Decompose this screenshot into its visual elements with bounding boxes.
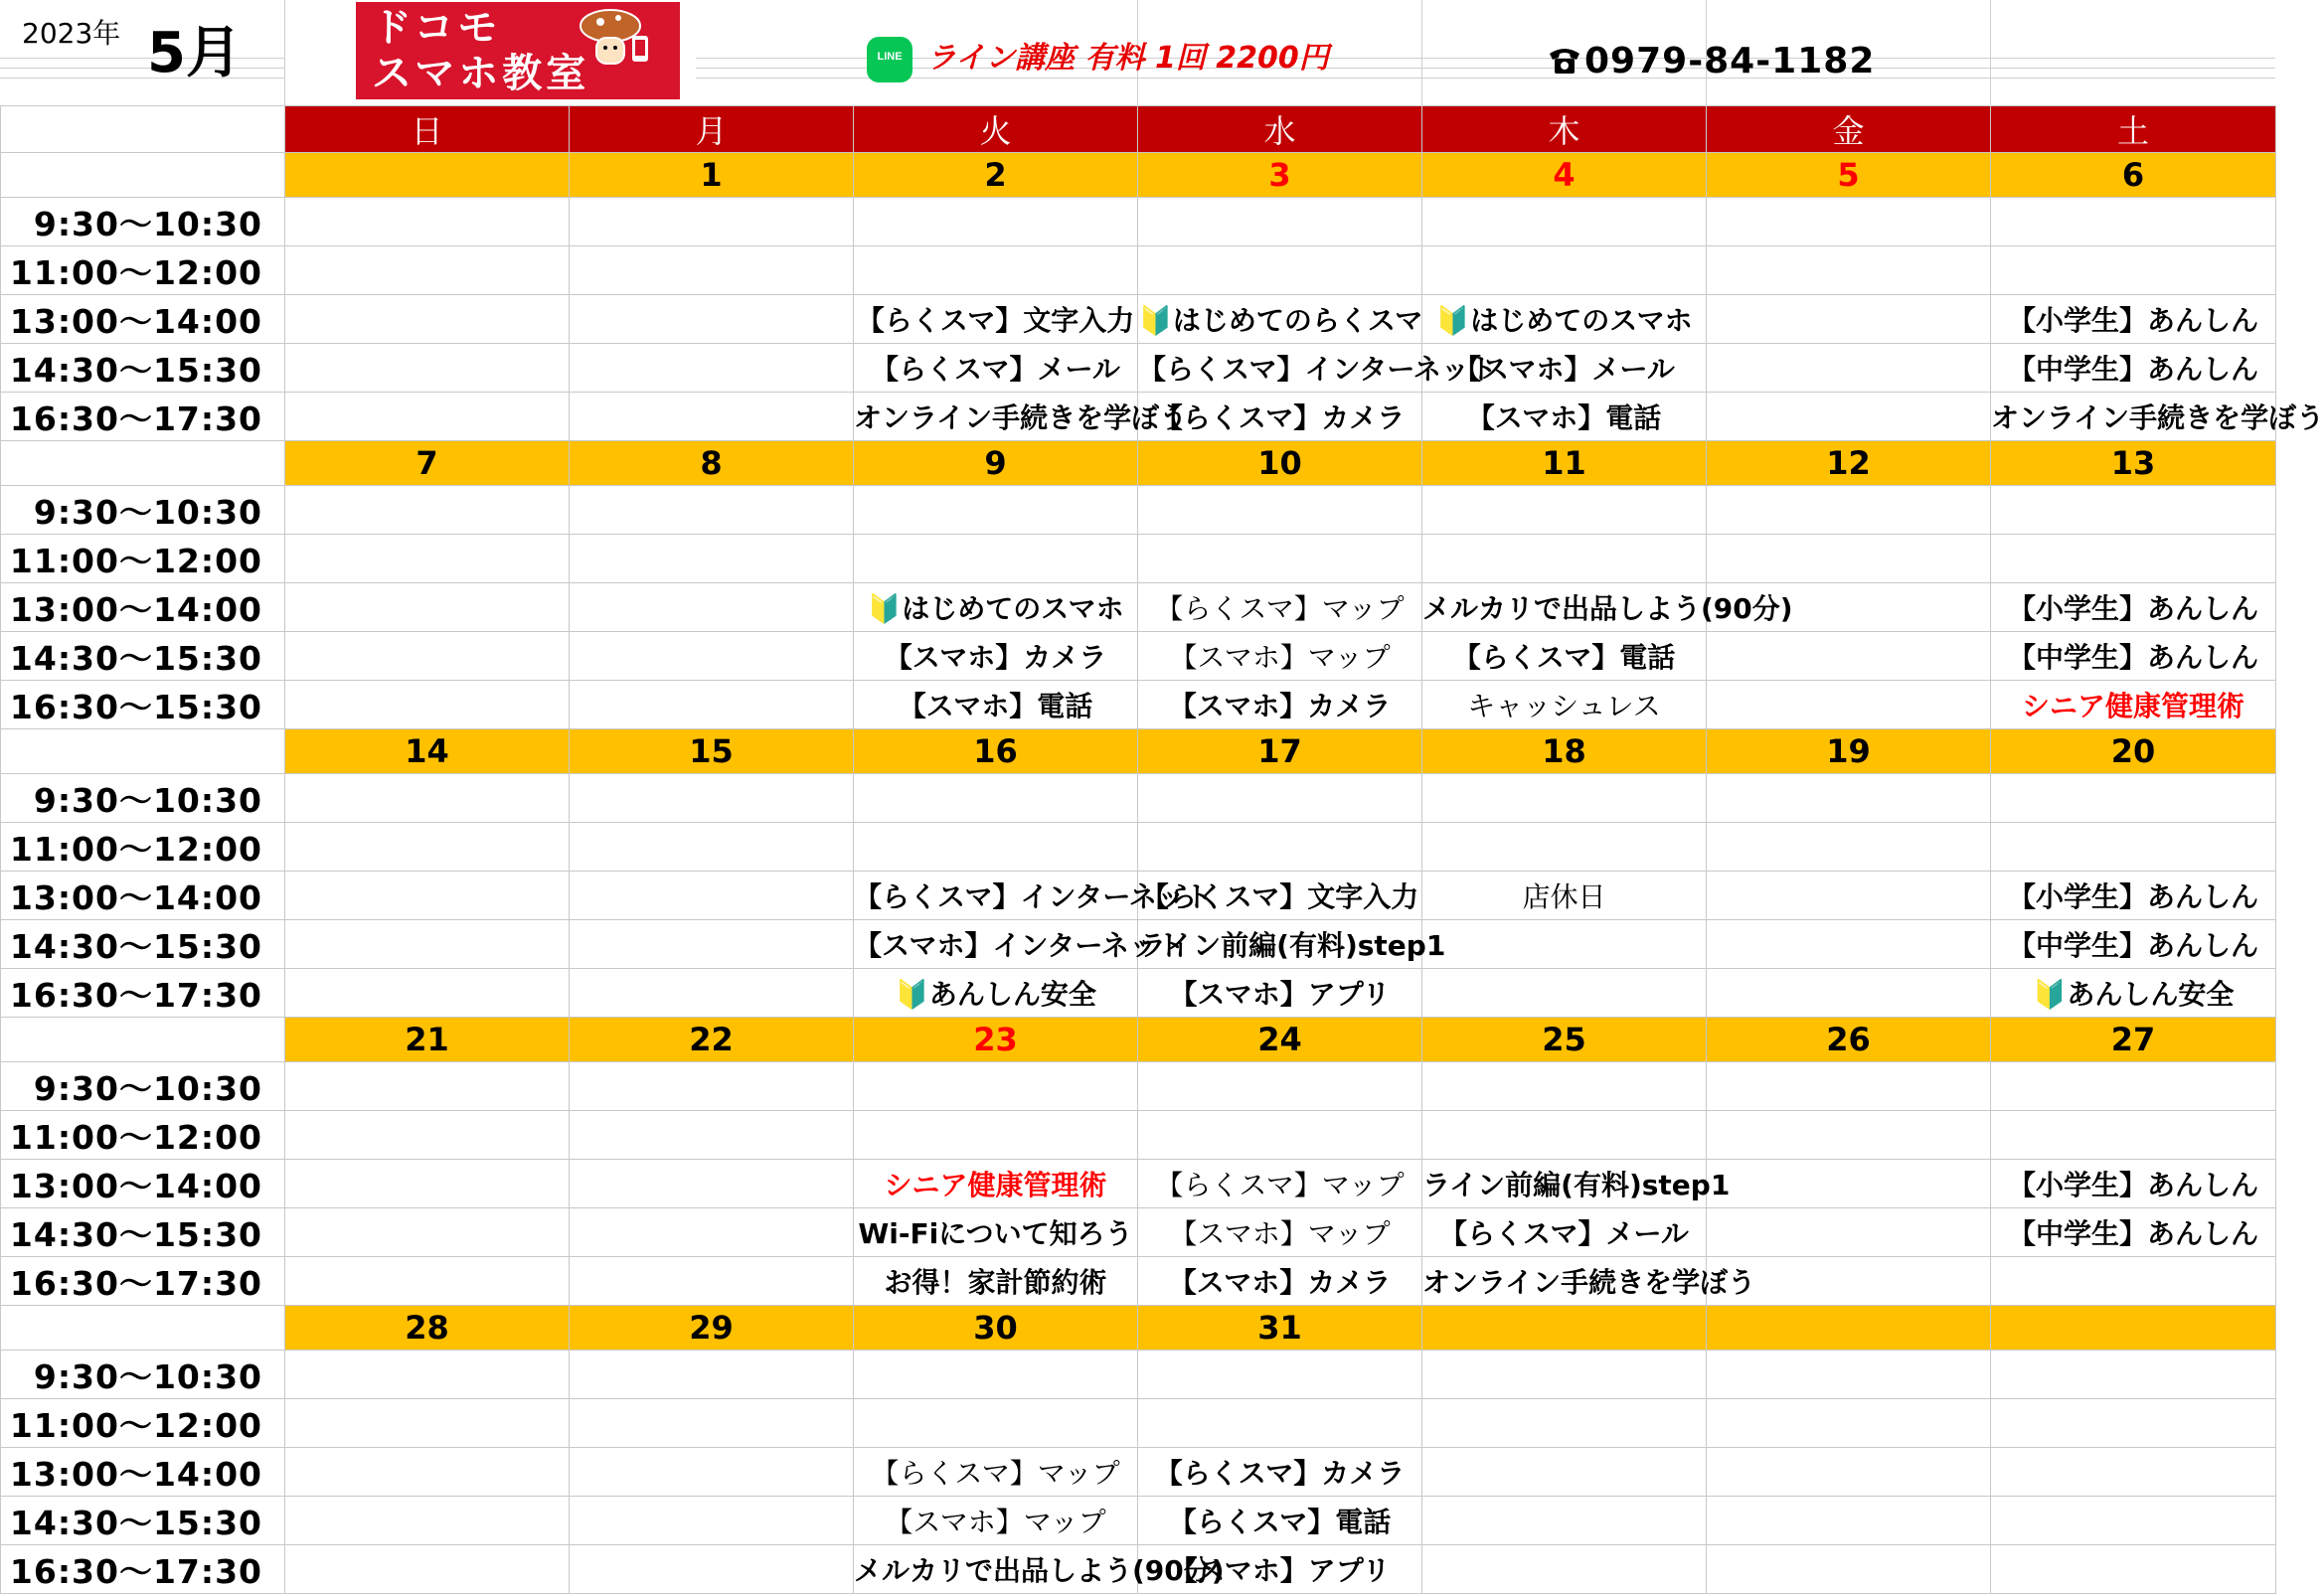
empty-slot-cell <box>285 198 570 246</box>
class-session-cell: 【らくスマ】インターネット <box>1138 344 1422 393</box>
class-session-cell: 【スマホ】カメラ <box>854 632 1138 681</box>
time-slot-label: 11:00〜12:00 <box>1 535 285 583</box>
empty-slot-cell <box>1991 1351 2276 1399</box>
time-slot-label: 9:30〜10:30 <box>1 1062 285 1111</box>
empty-slot-cell <box>570 969 854 1018</box>
class-session-cell: 【中学生】あんしん <box>1991 1208 2276 1257</box>
class-session-cell: 【らくスマ】メール <box>854 344 1138 393</box>
date-cell: 25 <box>1422 1018 1707 1062</box>
time-slot-row <box>1 583 2276 632</box>
empty-slot-cell <box>570 1448 854 1497</box>
empty-slot-cell <box>1707 632 1991 681</box>
calendar-header <box>0 0 2275 105</box>
weekday-header-cell: 火 <box>854 106 1138 153</box>
time-slot-label: 13:00〜14:00 <box>1 1448 285 1497</box>
date-cell: 17 <box>1138 729 1422 774</box>
empty-slot-cell <box>570 1545 854 1594</box>
weekday-header-cell: 木 <box>1422 106 1707 153</box>
empty-slot-cell <box>285 1545 570 1594</box>
empty-slot-cell <box>1707 1545 1991 1594</box>
empty-slot-cell <box>1422 1545 1707 1594</box>
empty-slot-cell <box>1991 486 2276 535</box>
empty-slot-cell <box>854 823 1138 872</box>
date-cell: 9 <box>854 441 1138 486</box>
class-session-cell: オンライン手続きを学ぼう <box>854 393 1138 441</box>
weekday-header-cell: 水 <box>1138 106 1422 153</box>
phone-icon <box>1547 44 1582 78</box>
empty-slot-cell <box>1707 823 1991 872</box>
class-session-cell: 【中学生】あんしん <box>1991 632 2276 681</box>
empty-slot-cell <box>1707 1062 1991 1111</box>
empty-slot-cell <box>570 1111 854 1160</box>
class-session-cell: 🔰はじめてのスマホ <box>1422 295 1707 344</box>
empty-slot-cell <box>285 1160 570 1208</box>
empty-slot-cell <box>1138 1351 1422 1399</box>
empty-slot-cell <box>285 583 570 632</box>
empty-slot-cell <box>285 774 570 823</box>
empty-slot-cell <box>1422 920 1707 969</box>
empty-slot-cell <box>1707 969 1991 1018</box>
class-session-cell: 【スマホ】電話 <box>854 681 1138 729</box>
year-label: 2023年 <box>22 17 121 50</box>
logo-text-line1: ドコモ <box>372 5 502 51</box>
empty-slot-cell <box>854 1111 1138 1160</box>
empty-slot-cell <box>854 1399 1138 1448</box>
empty-slot-cell <box>1707 1111 1991 1160</box>
empty-slot-cell <box>285 1257 570 1306</box>
line-icon-label: LINE <box>877 51 903 63</box>
empty-slot-cell <box>285 632 570 681</box>
date-row <box>1 729 2276 774</box>
empty-slot-cell <box>285 1062 570 1111</box>
time-slot-row <box>1 920 2276 969</box>
date-row <box>1 1306 2276 1351</box>
empty-slot-cell <box>570 774 854 823</box>
date-row <box>1 153 2276 198</box>
time-slot-row <box>1 1399 2276 1448</box>
empty-slot-cell <box>1707 1351 1991 1399</box>
empty-slot-cell <box>570 681 854 729</box>
empty-slot-cell <box>570 1257 854 1306</box>
class-session-cell: オンライン手続きを学ぼう <box>1991 393 2276 441</box>
class-session-cell: 【らくスマ】文字入力 <box>854 295 1138 344</box>
empty-slot-cell <box>1707 295 1991 344</box>
empty-slot-cell <box>1422 1448 1707 1497</box>
class-session-cell: 【スマホ】カメラ <box>1138 681 1422 729</box>
date-cell: 22 <box>570 1018 854 1062</box>
empty-slot-cell <box>1422 969 1707 1018</box>
empty-slot-cell <box>570 872 854 920</box>
time-slot-label: 14:30〜15:30 <box>1 1497 285 1545</box>
empty-slot-cell <box>1991 246 2276 295</box>
time-slot-row <box>1 1062 2276 1111</box>
time-slot-row <box>1 774 2276 823</box>
class-session-cell: 🔰あんしん安全 <box>854 969 1138 1018</box>
date-cell: 26 <box>1707 1018 1991 1062</box>
empty-slot-cell <box>1991 1545 2276 1594</box>
empty-slot-cell <box>285 1399 570 1448</box>
logo-text-line2: スマホ教室 <box>372 51 590 96</box>
date-cell: 10 <box>1138 441 1422 486</box>
date-cell: 6 <box>1991 153 2276 198</box>
class-session-cell: キャッシュレス <box>1422 681 1707 729</box>
empty-slot-cell <box>1138 823 1422 872</box>
empty-slot-cell <box>1422 1399 1707 1448</box>
class-session-cell: 【スマホ】電話 <box>1422 393 1707 441</box>
empty-slot-cell <box>285 1497 570 1545</box>
class-session-cell: 【スマホ】アプリ <box>1138 1545 1422 1594</box>
class-session-cell: シニア健康管理術 <box>854 1160 1138 1208</box>
empty-slot-cell <box>570 1497 854 1545</box>
time-slot-row <box>1 393 2276 441</box>
empty-slot-cell <box>570 1208 854 1257</box>
empty-slot-cell <box>570 1399 854 1448</box>
time-slot-row <box>1 1160 2276 1208</box>
time-slot-label: 14:30〜15:30 <box>1 920 285 969</box>
empty-slot-cell <box>1991 1257 2276 1306</box>
empty-slot-cell <box>285 393 570 441</box>
empty-slot-cell <box>285 295 570 344</box>
empty-slot-cell <box>1707 344 1991 393</box>
class-session-cell: 【スマホ】マップ <box>1138 1208 1422 1257</box>
empty-slot-cell <box>1707 1399 1991 1448</box>
class-session-cell: 【小学生】あんしん <box>1991 872 2276 920</box>
empty-slot-cell <box>1138 535 1422 583</box>
date-cell: 21 <box>285 1018 570 1062</box>
date-cell: 31 <box>1138 1306 1422 1351</box>
schedule-grid <box>0 105 2324 1594</box>
class-session-cell: 【らくスマ】メール <box>1422 1208 1707 1257</box>
empty-slot-cell <box>285 920 570 969</box>
empty-slot-cell <box>1422 246 1707 295</box>
class-session-cell: 【らくスマ】インターネット <box>854 872 1138 920</box>
time-slot-label: 11:00〜12:00 <box>1 823 285 872</box>
class-session-cell: 🔰あんしん安全 <box>1991 969 2276 1018</box>
date-cell: 1 <box>570 153 854 198</box>
empty-slot-cell <box>285 246 570 295</box>
empty-slot-cell <box>1707 1448 1991 1497</box>
empty-slot-cell <box>1707 486 1991 535</box>
date-cell: 24 <box>1138 1018 1422 1062</box>
empty-slot-cell <box>1138 1062 1422 1111</box>
empty-slot-cell <box>1138 1111 1422 1160</box>
class-session-cell: 【中学生】あんしん <box>1991 920 2276 969</box>
time-slot-label: 16:30〜17:30 <box>1 393 285 441</box>
empty-slot-cell <box>1991 1497 2276 1545</box>
empty-slot-cell <box>285 1351 570 1399</box>
time-slot-row <box>1 1497 2276 1545</box>
empty-slot-cell <box>1707 681 1991 729</box>
time-slot-row <box>1 198 2276 246</box>
time-slot-row <box>1 632 2276 681</box>
empty-slot-cell <box>1138 198 1422 246</box>
class-session-cell: 【小学生】あんしん <box>1991 295 2276 344</box>
time-slot-row <box>1 535 2276 583</box>
corner-cell <box>1 106 285 153</box>
empty-slot-cell <box>285 872 570 920</box>
empty-slot-cell <box>1422 198 1707 246</box>
date-row <box>1 1018 2276 1062</box>
time-slot-row <box>1 1208 2276 1257</box>
empty-slot-cell <box>1138 774 1422 823</box>
empty-slot-cell <box>570 535 854 583</box>
class-session-cell: メルカリで出品しよう(90分) <box>1422 583 1707 632</box>
empty-slot-cell <box>285 969 570 1018</box>
class-session-cell: 【スマホ】アプリ <box>1138 969 1422 1018</box>
weekday-header-cell: 日 <box>285 106 570 153</box>
time-slot-label: 14:30〜15:30 <box>1 632 285 681</box>
empty-slot-cell <box>285 535 570 583</box>
empty-slot-cell <box>570 246 854 295</box>
time-slot-label: 16:30〜15:30 <box>1 681 285 729</box>
class-session-cell: 【スマホ】マップ <box>854 1497 1138 1545</box>
date-cell: 29 <box>570 1306 854 1351</box>
weekday-header-cell: 土 <box>1991 106 2276 153</box>
time-slot-row <box>1 823 2276 872</box>
time-slot-label: 9:30〜10:30 <box>1 1351 285 1399</box>
empty-slot-cell <box>1138 486 1422 535</box>
empty-slot-cell <box>570 823 854 872</box>
date-cell: 11 <box>1422 441 1707 486</box>
class-session-cell: 店休日 <box>1422 872 1707 920</box>
date-cell: 18 <box>1422 729 1707 774</box>
time-slot-label: 13:00〜14:00 <box>1 1160 285 1208</box>
date-row-spacer <box>1 441 285 486</box>
empty-slot-cell <box>570 920 854 969</box>
empty-slot-cell <box>285 823 570 872</box>
empty-slot-cell <box>854 1351 1138 1399</box>
empty-slot-cell <box>1707 1497 1991 1545</box>
weekday-header-row <box>1 106 2276 153</box>
time-slot-label: 13:00〜14:00 <box>1 295 285 344</box>
empty-slot-cell <box>570 583 854 632</box>
time-slot-row <box>1 872 2276 920</box>
time-slot-label: 11:00〜12:00 <box>1 1111 285 1160</box>
time-slot-row <box>1 1351 2276 1399</box>
empty-slot-cell <box>854 198 1138 246</box>
empty-slot-cell <box>1991 774 2276 823</box>
empty-slot-cell <box>1138 1399 1422 1448</box>
time-slot-row <box>1 344 2276 393</box>
empty-slot-cell <box>1422 823 1707 872</box>
time-slot-label: 9:30〜10:30 <box>1 198 285 246</box>
empty-slot-cell <box>570 198 854 246</box>
class-session-cell: ライン前編(有料)step1 <box>1138 920 1422 969</box>
line-app-icon <box>867 37 913 82</box>
empty-slot-cell <box>570 1351 854 1399</box>
date-cell: 27 <box>1991 1018 2276 1062</box>
empty-slot-cell <box>854 774 1138 823</box>
empty-slot-cell <box>854 246 1138 295</box>
class-session-cell: お得！家計節約術 <box>854 1257 1138 1306</box>
empty-slot-cell <box>285 1448 570 1497</box>
date-cell: 2 <box>854 153 1138 198</box>
date-cell: 14 <box>285 729 570 774</box>
time-slot-label: 13:00〜14:00 <box>1 583 285 632</box>
date-cell: 8 <box>570 441 854 486</box>
class-session-cell: 【スマホ】インターネット <box>854 920 1138 969</box>
class-session-cell: 【小学生】あんしん <box>1991 583 2276 632</box>
empty-slot-cell <box>1991 1062 2276 1111</box>
empty-slot-cell <box>1422 1497 1707 1545</box>
empty-slot-cell <box>570 1160 854 1208</box>
month-title: 5月 <box>147 21 242 85</box>
empty-slot-cell <box>570 393 854 441</box>
empty-slot-cell <box>1422 535 1707 583</box>
date-cell <box>285 153 570 198</box>
empty-slot-cell <box>1707 535 1991 583</box>
weekday-header-cell: 金 <box>1707 106 1991 153</box>
time-slot-row <box>1 1545 2276 1594</box>
time-slot-row <box>1 681 2276 729</box>
empty-slot-cell <box>1707 872 1991 920</box>
class-session-cell: 🔰はじめてのらくスマ <box>1138 295 1422 344</box>
date-cell: 19 <box>1707 729 1991 774</box>
empty-slot-cell <box>285 486 570 535</box>
time-slot-row <box>1 1111 2276 1160</box>
empty-slot-cell <box>1991 1111 2276 1160</box>
time-slot-row <box>1 1257 2276 1306</box>
date-cell: 4 <box>1422 153 1707 198</box>
class-session-cell: 【スマホ】カメラ <box>1138 1257 1422 1306</box>
empty-slot-cell <box>1707 920 1991 969</box>
time-slot-row <box>1 1448 2276 1497</box>
time-slot-label: 16:30〜17:30 <box>1 1257 285 1306</box>
class-session-cell: 【らくスマ】カメラ <box>1138 393 1422 441</box>
empty-slot-cell <box>1422 1062 1707 1111</box>
class-session-cell: 【スマホ】マップ <box>1138 632 1422 681</box>
empty-slot-cell <box>854 1062 1138 1111</box>
empty-slot-cell <box>285 681 570 729</box>
date-row-spacer <box>1 1306 285 1351</box>
empty-slot-cell <box>1138 246 1422 295</box>
class-session-cell: 【らくスマ】カメラ <box>1138 1448 1422 1497</box>
date-cell <box>1991 1306 2276 1351</box>
empty-slot-cell <box>1422 486 1707 535</box>
empty-slot-cell <box>854 486 1138 535</box>
empty-slot-cell <box>1991 198 2276 246</box>
time-slot-row <box>1 486 2276 535</box>
docomo-logo <box>356 2 680 99</box>
empty-slot-cell <box>570 344 854 393</box>
empty-slot-cell <box>1707 1160 1991 1208</box>
time-slot-label: 9:30〜10:30 <box>1 486 285 535</box>
class-session-cell: 🔰はじめてのスマホ <box>854 583 1138 632</box>
empty-slot-cell <box>1707 246 1991 295</box>
date-cell: 12 <box>1707 441 1991 486</box>
date-row <box>1 441 2276 486</box>
date-cell: 16 <box>854 729 1138 774</box>
empty-slot-cell <box>1991 1399 2276 1448</box>
class-session-cell: ライン前編(有料)step1 <box>1422 1160 1707 1208</box>
empty-slot-cell <box>854 535 1138 583</box>
empty-slot-cell <box>285 1208 570 1257</box>
date-cell: 5 <box>1707 153 1991 198</box>
time-slot-row <box>1 295 2276 344</box>
empty-slot-cell <box>285 344 570 393</box>
date-cell: 3 <box>1138 153 1422 198</box>
class-session-cell: 【らくスマ】マップ <box>1138 583 1422 632</box>
empty-slot-cell <box>1991 1448 2276 1497</box>
empty-slot-cell <box>570 632 854 681</box>
date-cell <box>1707 1306 1991 1351</box>
empty-slot-cell <box>1707 198 1991 246</box>
date-cell: 7 <box>285 441 570 486</box>
class-session-cell: 【らくスマ】マップ <box>854 1448 1138 1497</box>
empty-slot-cell <box>1991 823 2276 872</box>
date-row-spacer <box>1 729 285 774</box>
date-cell: 13 <box>1991 441 2276 486</box>
class-session-cell: 【小学生】あんしん <box>1991 1160 2276 1208</box>
class-session-cell: オンライン手続きを学ぼう <box>1422 1257 1707 1306</box>
weekday-header-cell: 月 <box>570 106 854 153</box>
phone-number: 0979-84-1182 <box>1584 41 1876 81</box>
empty-slot-cell <box>570 486 854 535</box>
class-session-cell: 【らくスマ】電話 <box>1138 1497 1422 1545</box>
empty-slot-cell <box>1707 1208 1991 1257</box>
time-slot-label: 14:30〜15:30 <box>1 344 285 393</box>
mascot-icon <box>577 6 656 72</box>
class-session-cell: メルカリで出品しよう(90分) <box>854 1545 1138 1594</box>
empty-slot-cell <box>1707 774 1991 823</box>
date-cell: 28 <box>285 1306 570 1351</box>
empty-slot-cell <box>1422 1111 1707 1160</box>
class-session-cell: 【らくスマ】電話 <box>1422 632 1707 681</box>
time-slot-label: 13:00〜14:00 <box>1 872 285 920</box>
date-row-spacer <box>1 1018 285 1062</box>
date-cell <box>1422 1306 1707 1351</box>
time-slot-label: 16:30〜17:30 <box>1 969 285 1018</box>
time-slot-row <box>1 969 2276 1018</box>
time-slot-label: 16:30〜17:30 <box>1 1545 285 1594</box>
empty-slot-cell <box>1422 1351 1707 1399</box>
empty-slot-cell <box>570 1062 854 1111</box>
class-session-cell: 【らくスマ】文字入力 <box>1138 872 1422 920</box>
class-session-cell: 【中学生】あんしん <box>1991 344 2276 393</box>
time-slot-label: 14:30〜15:30 <box>1 1208 285 1257</box>
time-slot-label: 9:30〜10:30 <box>1 774 285 823</box>
empty-slot-cell <box>1707 393 1991 441</box>
empty-slot-cell <box>570 295 854 344</box>
line-course-info: ライン講座 有料 1回 2200円 <box>926 41 1329 76</box>
date-cell: 23 <box>854 1018 1138 1062</box>
empty-slot-cell <box>1422 774 1707 823</box>
class-session-cell: シニア健康管理術 <box>1991 681 2276 729</box>
time-slot-row <box>1 246 2276 295</box>
empty-slot-cell <box>285 1111 570 1160</box>
empty-slot-cell <box>1991 535 2276 583</box>
class-session-cell: 【スマホ】メール <box>1422 344 1707 393</box>
time-slot-label: 11:00〜12:00 <box>1 246 285 295</box>
date-row-spacer <box>1 153 285 198</box>
date-cell: 30 <box>854 1306 1138 1351</box>
date-cell: 20 <box>1991 729 2276 774</box>
time-slot-label: 11:00〜12:00 <box>1 1399 285 1448</box>
date-cell: 15 <box>570 729 854 774</box>
class-session-cell: Wi-Fiについて知ろう <box>854 1208 1138 1257</box>
class-session-cell: 【らくスマ】マップ <box>1138 1160 1422 1208</box>
